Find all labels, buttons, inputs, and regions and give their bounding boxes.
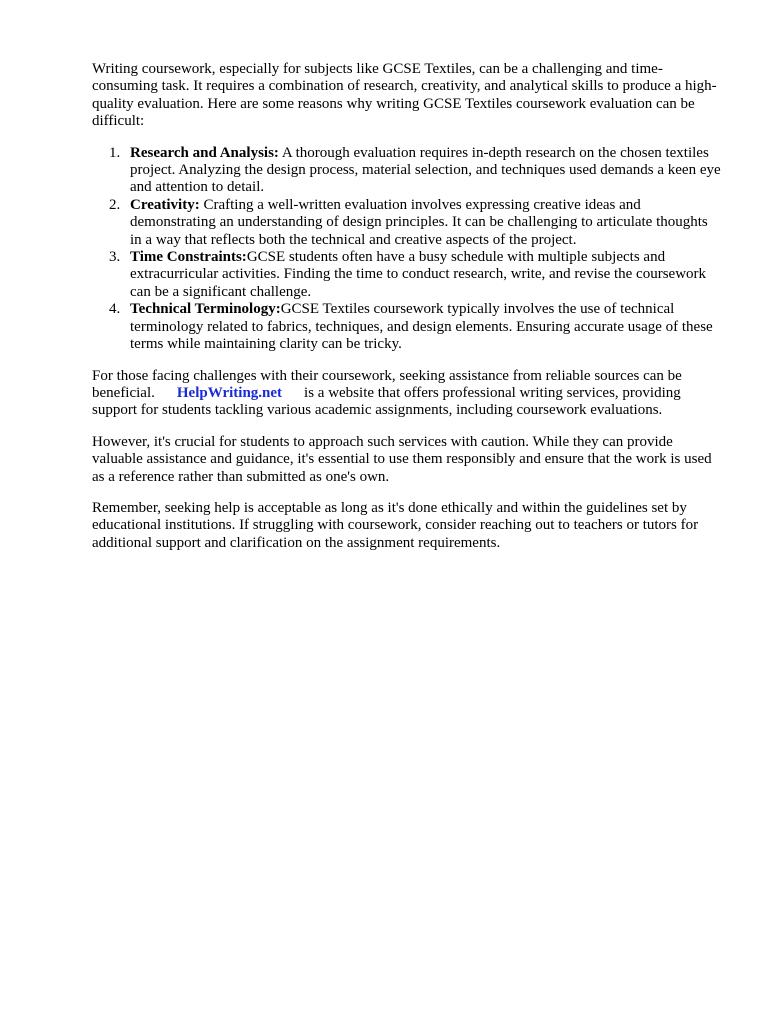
caution-paragraph: However, it's crucial for students to approach such services with caution. While they can provide valuable assistance and guidance, it's essential to use them responsibly and ensure that the work is used as a reference rather than submitted as one's own. xyxy=(92,433,712,485)
list-item xyxy=(92,145,722,197)
list-number: 4. xyxy=(109,301,121,318)
reasons-list xyxy=(92,145,722,354)
helpwriting-link[interactable]: HelpWriting.net xyxy=(176,384,283,401)
list-item-lead: Time Constraints: xyxy=(130,249,247,266)
list-item-lead: Creativity: xyxy=(130,196,200,213)
closing-paragraph: Remember, seeking help is acceptable as long as it's done ethically and within the guidelines set by educational institutions. If struggling with coursework, consider reaching out to teachers or tutors for additional support and clarification on the assignment requirements. xyxy=(92,499,699,551)
list-number: 1. xyxy=(109,144,121,161)
list-item-text: Crafting a well-written evaluation involves expressing creative ideas and demonstrating an understanding of design principles. It can be challenging to articulate thoughts in a way that reflects both the technical and creative aspects of the project. xyxy=(130,196,708,248)
document-body xyxy=(92,61,722,566)
list-item xyxy=(92,197,722,249)
assistance-text-before: For those facing challenges with their coursework, seeking assistance from reliable sources can be beneficial. xyxy=(92,367,682,401)
list-item-text: A thorough evaluation requires in-depth research on the chosen textiles project. Analyzing the design process, material selection, and techniques used demands a keen eye and attention to detail. xyxy=(130,144,721,196)
intro-paragraph: Writing coursework, especially for subjects like GCSE Textiles, can be a challenging and time-consuming task. It requires a combination of research, creativity, and analytical skills to produce a high-quality evaluation. Here are some reasons why writing GCSE Textiles coursework evaluation can be difficult: xyxy=(92,61,717,130)
list-item-text: GCSE students often have a busy schedule with multiple subjects and extracurricular activities. Finding the time to conduct research, write, and revise the coursework can be a significant challenge. xyxy=(130,249,707,300)
list-number: 3. xyxy=(109,249,121,266)
assistance-text-after: is a website that offers professional writing services, providing support for students tackling various academic assignments, including coursework evaluations. xyxy=(92,384,681,419)
list-item-lead: Research and Analysis: xyxy=(130,144,279,161)
list-item-lead: Technical Terminology: xyxy=(130,301,281,318)
list-item xyxy=(92,301,722,353)
list-number: 2. xyxy=(109,196,121,213)
list-item-text: GCSE Textiles coursework typically involves the use of technical terminology related to fabrics, techniques, and design elements. Ensuring accurate usage of these terms while maintaining clarity can be tricky. xyxy=(130,301,713,353)
assistance-paragraph xyxy=(92,368,722,420)
list-item xyxy=(92,249,722,301)
